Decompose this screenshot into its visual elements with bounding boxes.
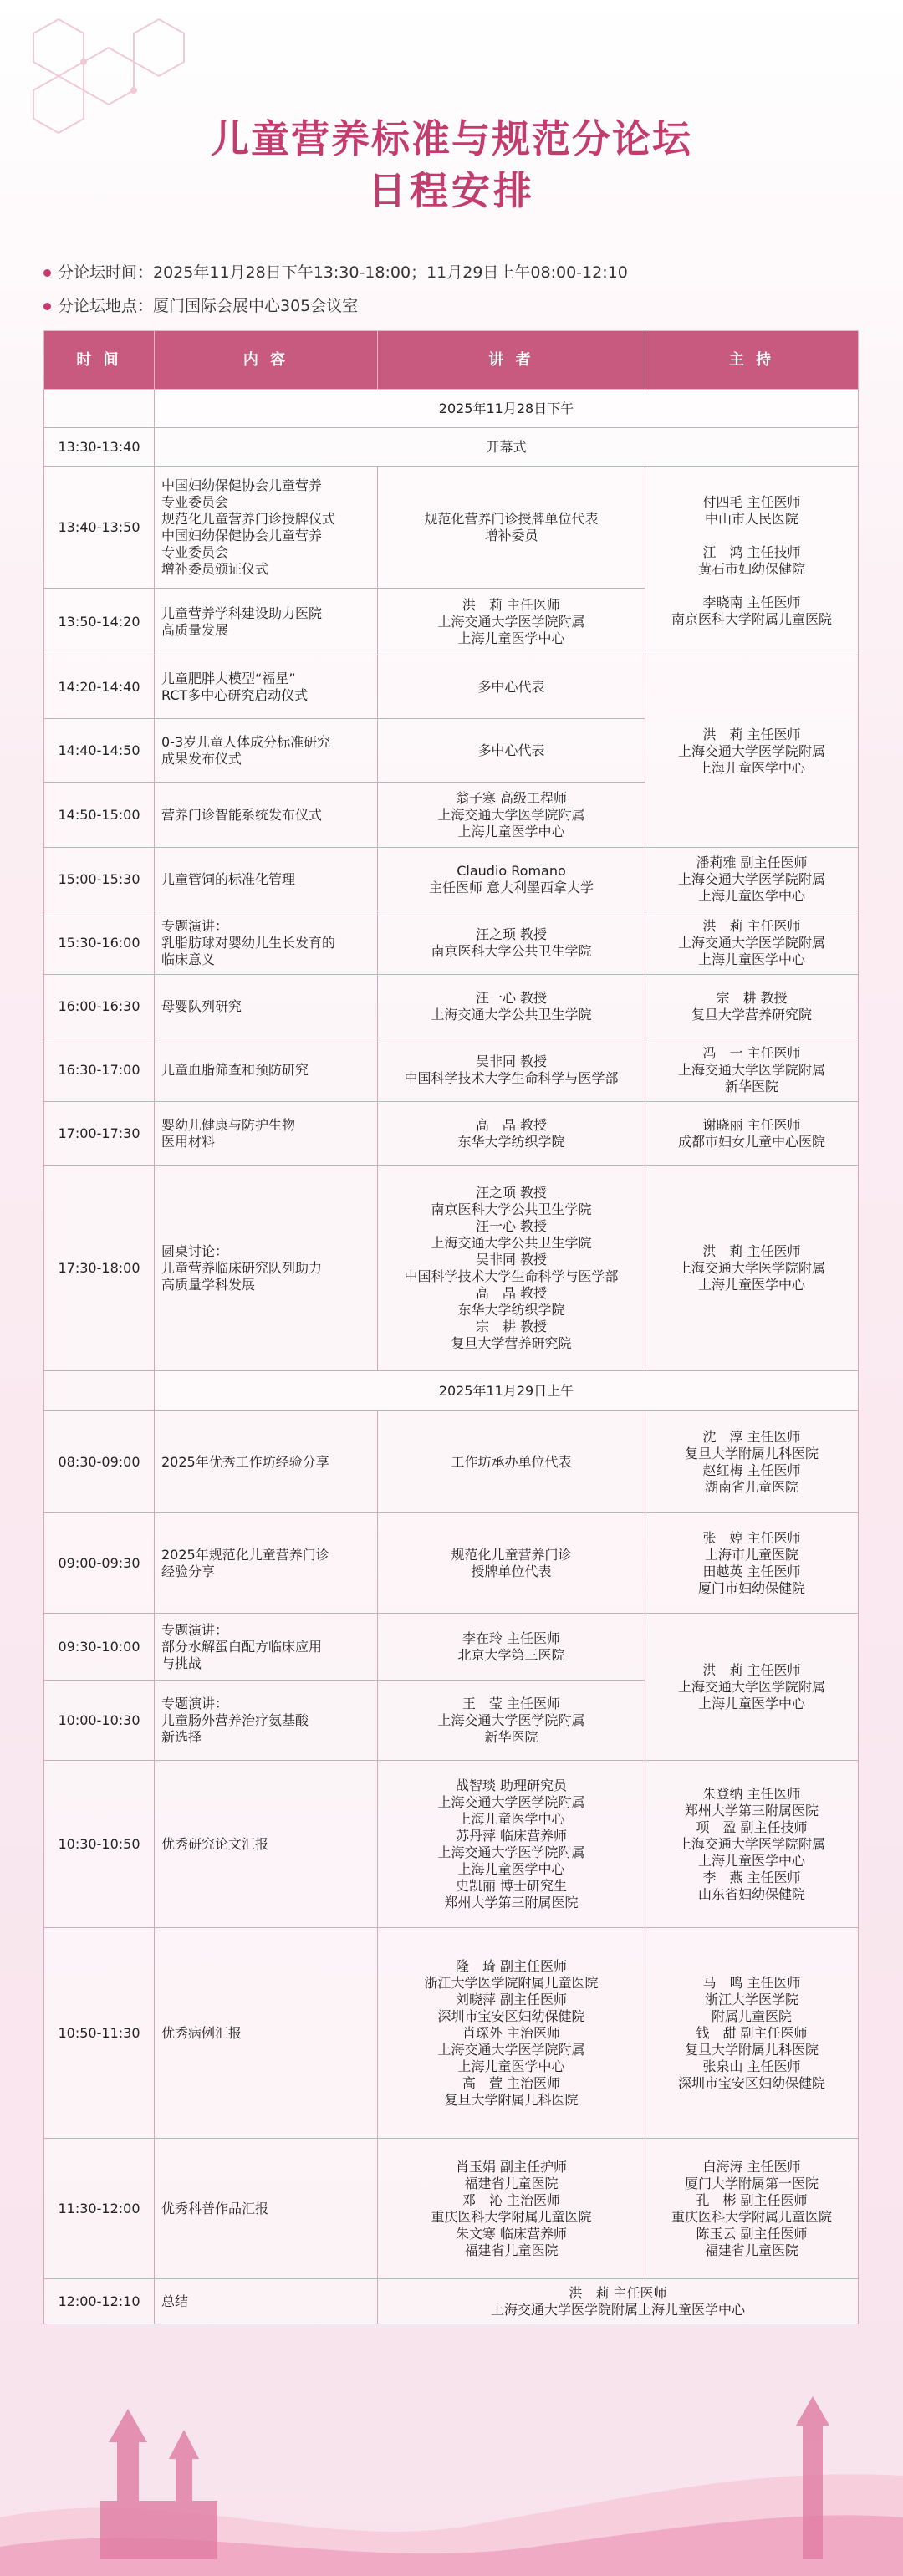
time-cell: 10:30-10:50 xyxy=(44,1761,155,1928)
content-cell: 儿童肥胖大模型“福星” RCT多中心研究启动仪式 xyxy=(155,655,378,719)
speaker-cell: 肖玉娟 副主任护师 福建省儿童医院 邓 沁 主治医师 重庆医科大学附属儿童医院 朱文寒 临床营养师 福建省儿童医院 xyxy=(378,2139,645,2279)
table-row xyxy=(44,1513,859,1614)
table-row xyxy=(44,1102,859,1166)
content-cell: 2025年优秀工作坊经验分享 xyxy=(155,1411,378,1513)
time-cell: 17:00-17:30 xyxy=(44,1102,155,1166)
day-row xyxy=(44,390,859,428)
time-cell: 12:00-12:10 xyxy=(44,2279,155,2324)
forum-time xyxy=(43,260,628,283)
header-content: 内 容 xyxy=(155,331,378,390)
content-cell: 总结 xyxy=(155,2279,378,2324)
table-header xyxy=(44,331,859,390)
content-cell: 2025年规范化儿童营养门诊 经验分享 xyxy=(155,1513,378,1614)
content-cell: 儿童血脂筛查和预防研究 xyxy=(155,1038,378,1102)
host-cell: 宗 耕 教授 复旦大学营养研究院 xyxy=(645,975,859,1038)
content-cell: 优秀病例汇报 xyxy=(155,1928,378,2139)
host-cell: 洪 莉 主任医师 上海交通大学医学院附属 上海儿童医学中心 xyxy=(645,1614,859,1761)
host-cell: 洪 莉 主任医师 上海交通大学医学院附属 上海儿童医学中心 xyxy=(645,1166,859,1371)
table-row xyxy=(44,1411,859,1513)
speaker-cell: 规范化儿童营养门诊 授牌单位代表 xyxy=(378,1513,645,1614)
bullet-icon xyxy=(43,269,51,277)
day-label: 2025年11月29日上午 xyxy=(155,1371,859,1411)
table-row xyxy=(44,2279,859,2324)
speaker-cell: 汪一心 教授 上海交通大学公共卫生学院 xyxy=(378,975,645,1038)
time-cell: 14:40-14:50 xyxy=(44,719,155,783)
host-cell: 沈 淳 主任医师 复旦大学附属儿科医院 赵红梅 主任医师 湖南省儿童医院 xyxy=(645,1411,859,1513)
time-cell: 15:00-15:30 xyxy=(44,848,155,911)
table-row xyxy=(44,428,859,467)
time-cell: 09:00-09:30 xyxy=(44,1513,155,1614)
speaker-cell: 洪 莉 主任医师 上海交通大学医学院附属 上海儿童医学中心 xyxy=(378,589,645,655)
time-cell: 10:00-10:30 xyxy=(44,1681,155,1761)
speaker-cell: Claudio Romano 主任医师 意大利墨西拿大学 xyxy=(378,848,645,911)
speaker-cell: 李在玲 主任医师 北京大学第三医院 xyxy=(378,1614,645,1681)
day-row xyxy=(44,1371,859,1411)
speaker-cell: 隆 琦 副主任医师 浙江大学医学院附属儿童医院 刘晓萍 副主任医师 深圳市宝安区妇幼保健院 肖琛外 主治医师 上海交通大学医学院附属 上海儿童医学中心 高 萱 主治医师 复旦大学附属儿科医院 xyxy=(378,1928,645,2139)
table-row xyxy=(44,911,859,975)
table-row xyxy=(44,655,859,719)
host-cell: 马 鸣 主任医师 浙江大学医学院 附属儿童医院 钱 甜 副主任医师 复旦大学附属儿科医院 张泉山 主任医师 深圳市宝安区妇幼保健院 xyxy=(645,1928,859,2139)
speaker-cell: 翁子寒 高级工程师 上海交通大学医学院附属 上海儿童医学中心 xyxy=(378,783,645,848)
header-host: 主 持 xyxy=(645,331,859,390)
table-row xyxy=(44,1166,859,1371)
city-skyline-decoration xyxy=(0,2392,903,2576)
table-row xyxy=(44,975,859,1038)
page-title: 儿童营养标准与规范分论坛 xyxy=(211,116,692,161)
schedule-table xyxy=(43,330,859,2324)
table-row xyxy=(44,1928,859,2139)
host-cell: 白海涛 主任医师 厦门大学附属第一医院 孔 彬 副主任医师 重庆医科大学附属儿童医院 陈玉云 副主任医师 福建省儿童医院 xyxy=(645,2139,859,2279)
time-cell: 09:30-10:00 xyxy=(44,1614,155,1681)
host-cell: 朱登纳 主任医师 郑州大学第三附属医院 项 盈 副主任技师 上海交通大学医学院附属 上海儿童医学中心 李 燕 主任医师 山东省妇幼保健院 xyxy=(645,1761,859,1928)
content-cell: 营养门诊智能系统发布仪式 xyxy=(155,783,378,848)
time-cell: 15:30-16:00 xyxy=(44,911,155,975)
content-cell: 0-3岁儿童人体成分标准研究 成果发布仪式 xyxy=(155,719,378,783)
speaker-cell: 规范化营养门诊授牌单位代表 增补委员 xyxy=(378,467,645,589)
header-time: 时 间 xyxy=(44,331,155,390)
page-subtitle: 日程安排 xyxy=(368,168,535,213)
content-cell: 婴幼儿健康与防护生物 医用材料 xyxy=(155,1102,378,1166)
host-cell: 张 婷 主任医师 上海市儿童医院 田越英 主任医师 厦门市妇幼保健院 xyxy=(645,1513,859,1614)
content-cell: 专题演讲： 部分水解蛋白配方临床应用 与挑战 xyxy=(155,1614,378,1681)
speaker-cell: 多中心代表 xyxy=(378,719,645,783)
speaker-cell: 高 晶 教授 东华大学纺织学院 xyxy=(378,1102,645,1166)
forum-time-text: 分论坛时间：2025年11月28日下午13:30-18:00；11月29日上午08:00-12:10 xyxy=(58,263,628,282)
time-cell: 13:50-14:20 xyxy=(44,589,155,655)
time-cell: 13:30-13:40 xyxy=(44,428,155,467)
speaker-cell: 汪之顼 教授 南京医科大学公共卫生学院 xyxy=(378,911,645,975)
speaker-cell: 多中心代表 xyxy=(378,655,645,719)
speaker-cell: 王 莹 主任医师 上海交通大学医学院附属 新华医院 xyxy=(378,1681,645,1761)
host-cell: 冯 一 主任医师 上海交通大学医学院附属 新华医院 xyxy=(645,1038,859,1102)
host-cell: 谢晓丽 主任医师 成都市妇女儿童中心医院 xyxy=(645,1102,859,1166)
content-cell: 专题演讲： 乳脂肪球对婴幼儿生长发育的 临床意义 xyxy=(155,911,378,975)
table-row xyxy=(44,1038,859,1102)
speaker-cell: 吴非同 教授 中国科学技术大学生命科学与医学部 xyxy=(378,1038,645,1102)
content-cell: 优秀科普作品汇报 xyxy=(155,2139,378,2279)
speaker-cell: 工作坊承办单位代表 xyxy=(378,1411,645,1513)
time-cell: 11:30-12:00 xyxy=(44,2139,155,2279)
content-cell: 优秀研究论文汇报 xyxy=(155,1761,378,1928)
host-cell: 洪 莉 主任医师 上海交通大学医学院附属 上海儿童医学中心 xyxy=(645,911,859,975)
forum-place-text: 分论坛地点：厦门国际会展中心305会议室 xyxy=(58,297,359,315)
speaker-cell: 洪 莉 主任医师 上海交通大学医学院附属上海儿童医学中心 xyxy=(378,2279,859,2324)
host-cell: 洪 莉 主任医师 上海交通大学医学院附属 上海儿童医学中心 xyxy=(645,655,859,848)
table-row xyxy=(44,1614,859,1681)
bullet-icon xyxy=(43,303,51,310)
time-cell: 14:20-14:40 xyxy=(44,655,155,719)
host-cell: 付四毛 主任医师 中山市人民医院 江 鸿 主任技师 黄石市妇幼保健院 李晓南 主任医师 南京医科大学附属儿童医院 xyxy=(645,467,859,655)
table-row xyxy=(44,2139,859,2279)
time-cell: 16:00-16:30 xyxy=(44,975,155,1038)
time-cell: 13:40-13:50 xyxy=(44,467,155,589)
time-cell: 17:30-18:00 xyxy=(44,1166,155,1371)
header-speaker: 讲 者 xyxy=(378,331,645,390)
content-cell: 开幕式 xyxy=(155,428,859,467)
content-cell: 圆桌讨论： 儿童营养临床研究队列助力 高质量学科发展 xyxy=(155,1166,378,1371)
time-cell: 14:50-15:00 xyxy=(44,783,155,848)
time-cell: 08:30-09:00 xyxy=(44,1411,155,1513)
speaker-cell: 汪之顼 教授 南京医科大学公共卫生学院 汪一心 教授 上海交通大学公共卫生学院 吴非同 教授 中国科学技术大学生命科学与医学部 高 晶 教授 东华大学纺织学院 宗 耕 教授 复旦大学营养研究院 xyxy=(378,1166,645,1371)
forum-place xyxy=(43,293,358,316)
table-row xyxy=(44,467,859,589)
content-cell: 中国妇幼保健协会儿童营养 专业委员会 规范化儿童营养门诊授牌仪式 中国妇幼保健协会儿童营养 专业委员会 增补委员颁证仪式 xyxy=(155,467,378,589)
content-cell: 母婴队列研究 xyxy=(155,975,378,1038)
time-cell: 16:30-17:00 xyxy=(44,1038,155,1102)
day-label: 2025年11月28日下午 xyxy=(155,390,859,428)
time-cell: 10:50-11:30 xyxy=(44,1928,155,2139)
content-cell: 专题演讲： 儿童肠外营养治疗氨基酸 新选择 xyxy=(155,1681,378,1761)
host-cell: 潘莉雅 副主任医师 上海交通大学医学院附属 上海儿童医学中心 xyxy=(645,848,859,911)
table-row xyxy=(44,1761,859,1928)
speaker-cell: 战智琰 助理研究员 上海交通大学医学院附属 上海儿童医学中心 苏丹萍 临床营养师 上海交通大学医学院附属 上海儿童医学中心 史凯丽 博士研究生 郑州大学第三附属医院 xyxy=(378,1761,645,1928)
table-row xyxy=(44,848,859,911)
content-cell: 儿童管饲的标准化管理 xyxy=(155,848,378,911)
content-cell: 儿童营养学科建设助力医院 高质量发展 xyxy=(155,589,378,655)
